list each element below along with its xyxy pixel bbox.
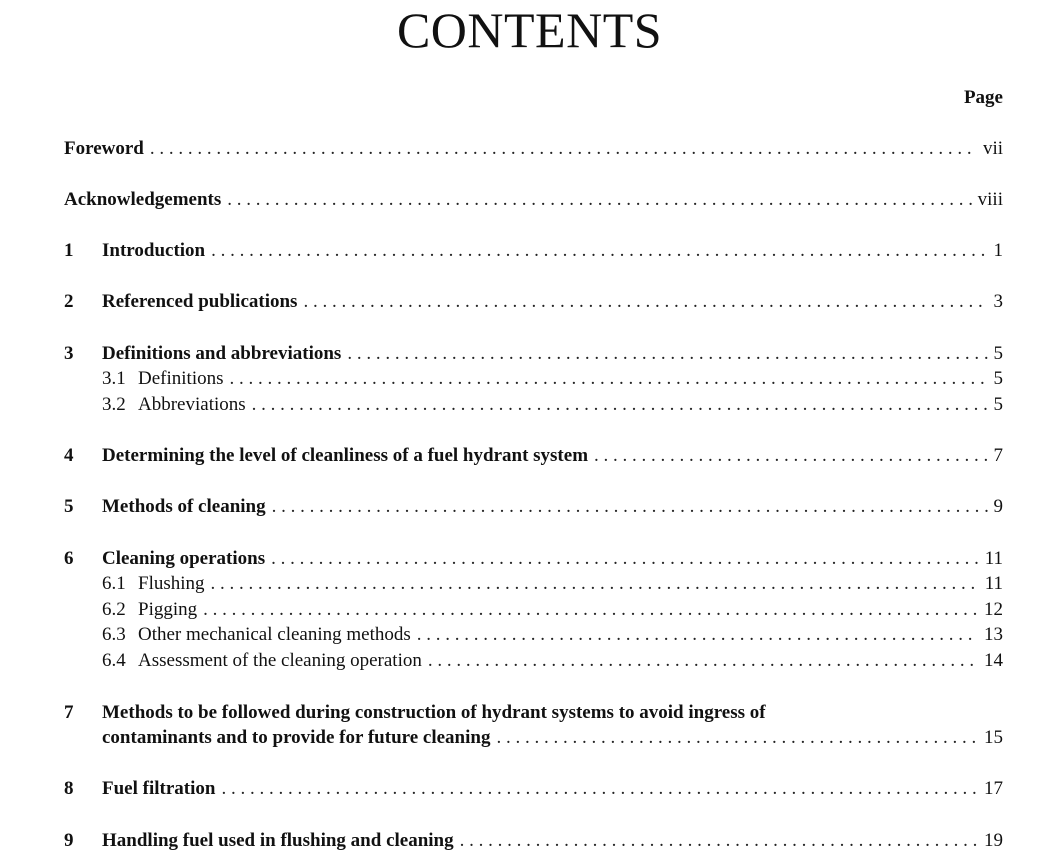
toc-entry-number: 1 (64, 240, 74, 261)
toc-entry-6-4[interactable] (102, 649, 1003, 673)
leader-dots (272, 495, 988, 519)
leader-dots (460, 829, 978, 853)
toc-entry-number: 3.1 (102, 368, 126, 389)
toc-entry-7-continued[interactable] (102, 726, 1003, 750)
leader-dots (211, 239, 987, 263)
toc-entry-page: 11 (984, 548, 1003, 569)
toc-entry-title: Abbreviations (138, 394, 246, 415)
leader-dots (230, 367, 988, 391)
toc-entry-page: 1 (993, 240, 1003, 261)
leader-dots (496, 726, 978, 750)
toc-entry-page: 11 (984, 573, 1003, 594)
toc-entry-title: Other mechanical cleaning methods (138, 624, 411, 645)
leader-dots (211, 572, 979, 596)
toc-entry-number: 9 (64, 830, 74, 851)
toc-entry-number: 6.1 (102, 573, 126, 594)
toc-entry-title: Methods to be followed during construction of hydrant systems to avoid ingress of (102, 702, 766, 723)
toc-entry-2[interactable] (64, 290, 1003, 314)
toc-entry-page: viii (977, 189, 1003, 210)
toc-entry-number: 5 (64, 496, 74, 517)
toc-entry-title: Acknowledgements (64, 189, 222, 210)
toc-entry-number: 6 (64, 548, 74, 569)
leader-dots (221, 777, 978, 801)
toc-entry-title: Determining the level of cleanliness of a fuel hydrant system (102, 445, 589, 466)
leader-dots (252, 393, 988, 417)
toc-entry-page: 9 (993, 496, 1003, 517)
toc-entry-number: 6.2 (102, 599, 126, 620)
toc-entry-foreword[interactable] (64, 137, 1003, 161)
toc-entry-page: 12 (984, 599, 1003, 620)
toc-entry-page: 17 (984, 778, 1003, 799)
toc-entry-3-2[interactable] (102, 393, 1003, 417)
toc-entry-number: 8 (64, 778, 74, 799)
toc-entry-number: 6.4 (102, 650, 126, 671)
leader-dots (594, 444, 987, 468)
toc-entry-6[interactable] (64, 547, 1003, 571)
toc-entry-title: Referenced publications (102, 291, 298, 312)
toc-entry-title: Handling fuel used in flushing and cleaning (102, 830, 454, 851)
leader-dots (227, 188, 971, 212)
toc-entry-6-2[interactable] (102, 598, 1003, 622)
toc-entry-number: 3 (64, 343, 74, 364)
toc-entry-6-3[interactable] (102, 623, 1003, 647)
toc-entry-title: Foreword (64, 138, 144, 159)
toc-entry-page: 5 (993, 368, 1003, 389)
leader-dots (150, 137, 977, 161)
toc-entry-page: 5 (993, 343, 1003, 364)
toc-entry-9[interactable] (64, 829, 1003, 853)
toc-entry-5[interactable] (64, 495, 1003, 519)
toc-entry-page: vii (982, 138, 1003, 159)
page-column-heading: Page (963, 87, 1003, 108)
leader-dots (417, 623, 978, 647)
toc-entry-6-1[interactable] (102, 572, 1003, 596)
leader-dots (347, 342, 987, 366)
page-title: CONTENTS (396, 2, 663, 58)
toc-entry-page: 14 (984, 650, 1003, 671)
toc-entry-title: Pigging (138, 599, 198, 620)
toc-entry-page: 15 (984, 727, 1003, 748)
toc-entry-title: Definitions (138, 368, 224, 389)
toc-entry-title: Cleaning operations (102, 548, 266, 569)
toc-entry-7[interactable] (64, 701, 1003, 725)
toc-entry-acknowledgements[interactable] (64, 188, 1003, 212)
toc-entry-4[interactable] (64, 444, 1003, 468)
toc-entry-title: Definitions and abbreviations (102, 343, 342, 364)
toc-entry-number: 7 (64, 702, 74, 723)
toc-entry-page: 7 (993, 445, 1003, 466)
toc-entry-title: Fuel filtration (102, 778, 216, 799)
toc-entry-page: 5 (993, 394, 1003, 415)
leader-dots (203, 598, 978, 622)
toc-entry-number: 3.2 (102, 394, 126, 415)
leader-dots (428, 649, 978, 673)
leader-dots (303, 290, 987, 314)
toc-entry-number: 4 (64, 445, 74, 466)
leader-dots (271, 547, 979, 571)
toc-entry-8[interactable] (64, 777, 1003, 801)
toc-entry-title: Assessment of the cleaning operation (138, 650, 422, 671)
toc-entry-title: Methods of cleaning (102, 496, 266, 517)
toc-entry-page: 3 (993, 291, 1003, 312)
toc-entry-3-1[interactable] (102, 367, 1003, 391)
toc-entry-title: Introduction (102, 240, 206, 261)
toc-entry-number: 2 (64, 291, 74, 312)
toc-entry-number: 6.3 (102, 624, 126, 645)
toc-entry-3[interactable] (64, 342, 1003, 366)
toc-entry-page: 19 (984, 830, 1003, 851)
toc-entry-page: 13 (984, 624, 1003, 645)
toc-entry-1[interactable] (64, 239, 1003, 263)
toc-entry-title-continued: contaminants and to provide for future cleaning (102, 727, 491, 748)
toc-entry-title: Flushing (138, 573, 205, 594)
